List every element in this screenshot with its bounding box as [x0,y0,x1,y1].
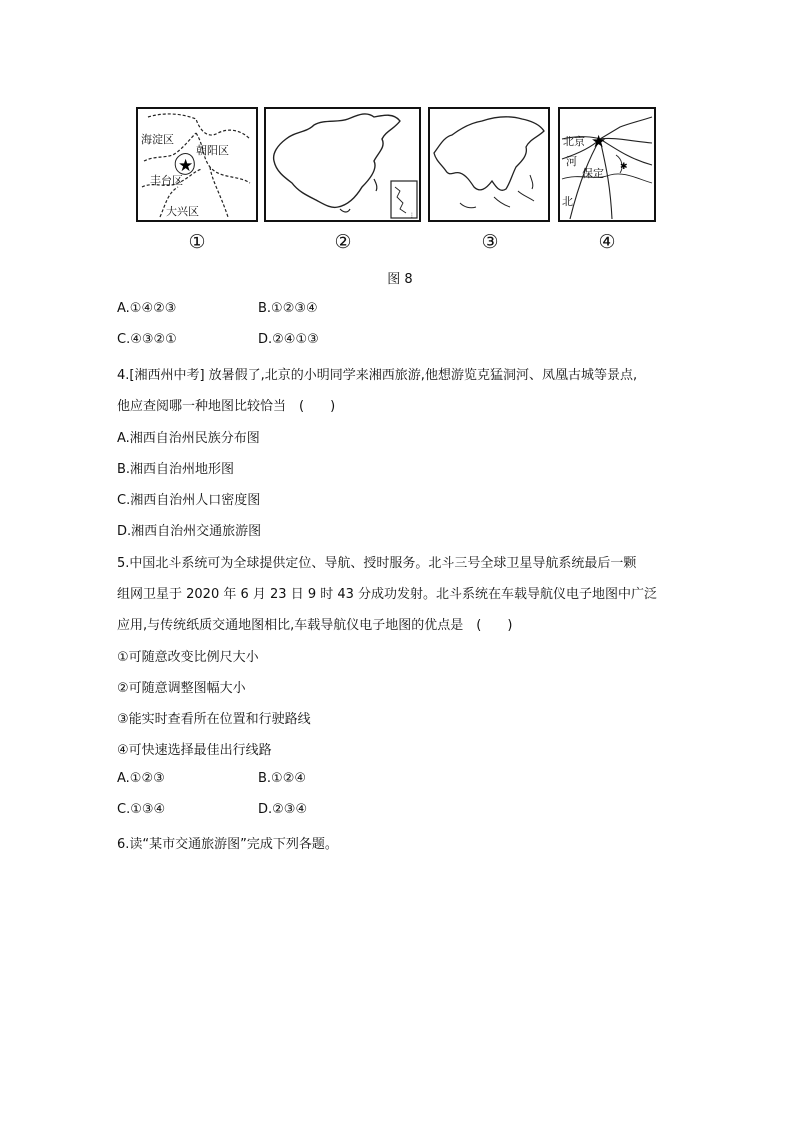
map-number-3: ③ [481,231,499,253]
figure-caption: 图 8 [387,272,413,287]
q5-item-2: ②可随意调整图幅大小 [117,681,246,696]
svg-text:✱: ✱ [620,162,628,172]
q5-stem-line-1: 5.中国北斗系统可为全球提供定位、导航、授时服务。北斗三号全球卫星导航系统最后一颗 [117,556,637,571]
label-he: 河 [566,155,577,168]
q5-item-4: ④可快速选择最佳出行线路 [117,743,272,758]
q3-option-d: D.②④①③ [258,332,319,347]
q5-option-a: A.①②③ [117,771,165,786]
map-beijing-districts [136,107,258,222]
capital-star-icon: ★ [178,156,194,176]
q4-stem-line-2: 他应查阅哪一种地图比较恰当 ( ) [117,399,336,414]
map-number-4: ④ [598,231,616,253]
label-fengtai: 丰台区 [150,174,183,187]
q4-choice-d: D.湘西自治州交通旅游图 [117,524,262,539]
q3-option-a: A.①④②③ [117,301,177,316]
q3-option-b: B.①②③④ [258,301,318,316]
q3-option-c: C.④③②① [117,332,177,347]
svg-text:⋮: ⋮ [409,212,415,219]
q5-option-c: C.①③④ [117,802,166,817]
q5-option-d: D.②③④ [258,802,308,817]
map-number-2: ② [334,231,352,253]
map-number-1: ① [188,231,206,253]
q5-item-1: ①可随意改变比例尺大小 [117,650,259,665]
label-bei: 北 [562,195,573,208]
asia-outline-drawing [430,109,548,220]
q4-stem-line-1: 4.[湘西州中考] 放暑假了,北京的小明同学来湘西旅游,他想游览克猛洞河、凤凰古城等景点, [117,368,638,383]
label-daxing: 大兴区 [166,205,199,218]
q4-choice-a: A.湘西自治州民族分布图 [117,431,260,446]
label-chaoyang: 朝阳区 [196,144,229,157]
china-outline-drawing [266,109,419,220]
q6-stem-line-1: 6.读“某市交通旅游图”完成下列各题。 [117,837,338,852]
map-china [264,107,421,222]
q5-option-b: B.①②④ [258,771,307,786]
q5-stem-line-3: 应用,与传统纸质交通地图相比,车载导航仪电子地图的优点是 ( ) [117,618,513,633]
q4-choice-b: B.湘西自治州地形图 [117,462,235,477]
q5-item-3: ③能实时查看所在位置和行驶路线 [117,712,311,727]
map-asia [428,107,550,222]
capital-star-icon-2: ★ [591,132,607,152]
label-baoding: 保定 [582,167,604,180]
label-haidian: 海淀区 [141,133,174,146]
figure-8-maps [136,107,656,257]
q4-choice-c: C.湘西自治州人口密度图 [117,493,261,508]
map-beijing-region [558,107,656,222]
label-beijing: 北京 [563,135,585,148]
q5-stem-line-2: 组网卫星于 2020 年 6 月 23 日 9 时 43 分成功发射。北斗系统在车载导航仪电子地图中广泛 [117,587,658,602]
